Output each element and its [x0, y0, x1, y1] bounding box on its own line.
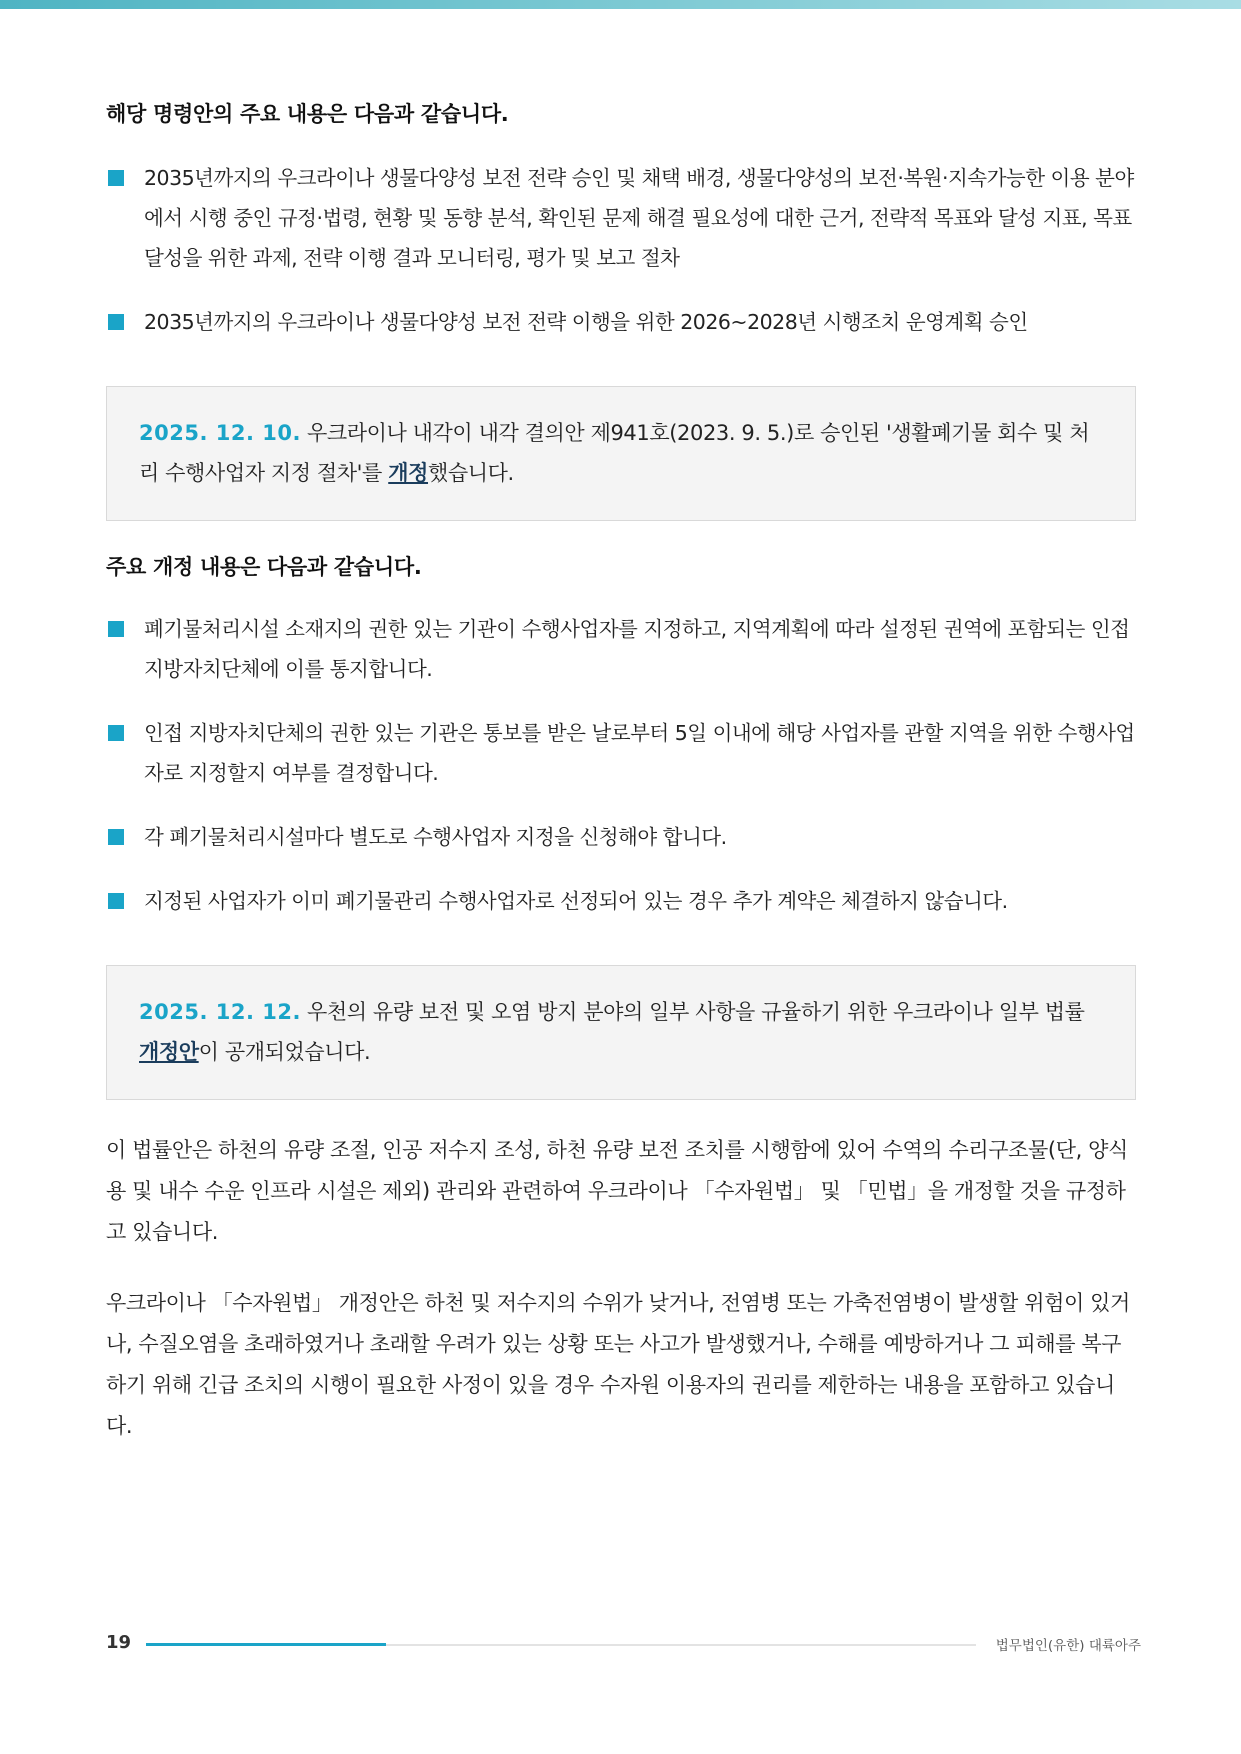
square-bullet-icon	[108, 893, 124, 909]
square-bullet-icon	[108, 621, 124, 637]
page-number: 19	[106, 1632, 132, 1653]
list-item	[106, 817, 1136, 857]
section2-heading: 주요 개정 내용은 다음과 같습니다.	[106, 555, 422, 579]
section2-list	[106, 609, 1136, 921]
callout-text-end: 이 공개되었습니다.	[198, 1040, 371, 1064]
amendment-bill-link[interactable]: 개정안	[139, 1040, 199, 1064]
list-item-text: 2035년까지의 우크라이나 생물다양성 보전 전략 이행을 위한 2026~2028년 시행조치 운영계획 승인	[144, 310, 1028, 334]
update-callout-1	[106, 386, 1136, 521]
callout-text-end: 했습니다.	[428, 461, 514, 485]
callout-date: 2025. 12. 12.	[139, 1000, 301, 1024]
list-item	[106, 609, 1136, 689]
square-bullet-icon	[108, 829, 124, 845]
list-item-text: 각 폐기물처리시설마다 별도로 수행사업자 지정을 신청해야 합니다.	[144, 825, 727, 849]
list-item	[106, 158, 1136, 278]
page-footer	[0, 1632, 1241, 1662]
firm-name: 법무법인(유한) 대륙아주	[995, 1638, 1141, 1654]
list-item-text: 인접 지방자치단체의 권한 있는 기관은 통보를 받은 날로부터 5일 이내에 해당 사업자를 관할 지역을 위한 수행사업자로 지정할지 여부를 결정합니다.	[144, 721, 1135, 785]
section1-heading: 해당 명령안의 주요 내용은 다음과 같습니다.	[106, 102, 509, 126]
callout-text: 우크라이나 내각이 내각 결의안 제941호(2023. 9. 5.)로 승인된 '생활폐기물 회수 및 처리 수행사업자 지정 절차'를	[139, 421, 1090, 485]
list-item-text: 지정된 사업자가 이미 폐기물관리 수행사업자로 선정되어 있는 경우 추가 계약은 체결하지 않습니다.	[144, 889, 1008, 913]
section1-list	[106, 158, 1136, 342]
callout-text: 우천의 유량 보전 및 오염 방지 분야의 일부 사항을 규율하기 위한 우크라이나 일부 법률	[306, 1000, 1085, 1024]
body-paragraph: 이 법률안은 하천의 유량 조절, 인공 저수지 조성, 하천 유량 보전 조치를 시행함에 있어 수역의 수리구조물(단, 양식용 및 내수 수운 인프라 시설은 제외) 관리와 관련하여 우크라이나 「수자원법」 및 「민법」을 개정할 것을 규정하고 있습니다.	[106, 1138, 1128, 1244]
square-bullet-icon	[108, 314, 124, 330]
body-paragraph: 우크라이나 「수자원법」 개정안은 하천 및 저수지의 수위가 낮거나, 전염병 또는 가축전염병이 발생할 위험이 있거나, 수질오염을 초래하였거나 초래할 우려가 있는 상황 또는 사고가 발생했거나, 수해를 예방하거나 그 피해를 복구하기 위해 긴급 조치의 시행이 필요한 사정이 있을 경우 수자원 이용자의 권리를 제한하는 내용을 포함하고 있습니다.	[106, 1291, 1130, 1438]
list-item-text: 폐기물처리시설 소재지의 권한 있는 기관이 수행사업자를 지정하고, 지역계획에 따라 설정된 권역에 포함되는 인접 지방자치단체에 이를 통지합니다.	[144, 617, 1130, 681]
page-content	[106, 98, 1136, 1447]
footer-progress-accent	[146, 1643, 386, 1646]
top-accent-bar	[0, 0, 1241, 9]
square-bullet-icon	[108, 170, 124, 186]
square-bullet-icon	[108, 725, 124, 741]
list-item-text: 2035년까지의 우크라이나 생물다양성 보전 전략 승인 및 채택 배경, 생물다양성의 보전·복원·지속가능한 이용 분야에서 시행 중인 규정·법령, 현황 및 동향 분석, 확인된 문제 해결 필요성에 대한 근거, 전략적 목표와 달성 지표, 목표 달성을 위한 과제, 전략 이행 결과 모니터링, 평가 및 보고 절차	[144, 166, 1134, 270]
list-item	[106, 881, 1136, 921]
update-callout-2	[106, 965, 1136, 1100]
list-item	[106, 713, 1136, 793]
callout-date: 2025. 12. 10.	[139, 421, 301, 445]
amendment-link[interactable]: 개정	[388, 461, 429, 485]
list-item	[106, 302, 1136, 342]
